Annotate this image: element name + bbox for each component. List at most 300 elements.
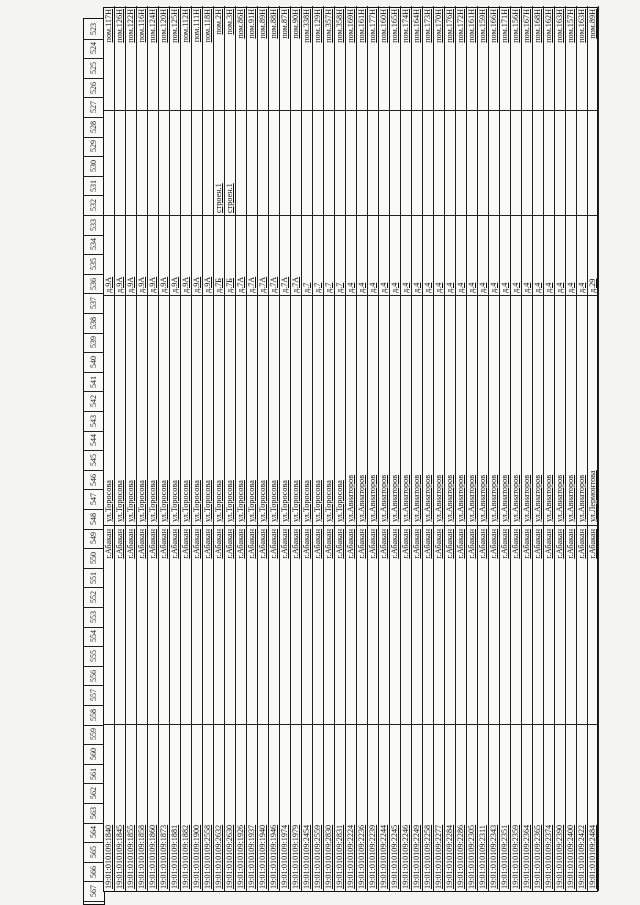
row-number: [84, 195, 104, 216]
room-cell: пом.160Н: [379, 9, 388, 43]
row-number: [84, 705, 104, 726]
room-cell: пом.357Н: [324, 9, 333, 43]
street-cell: ул.Торосова: [115, 295, 125, 525]
building-cell: [478, 110, 488, 215]
city-cell: г.Абакан: [170, 525, 180, 725]
cadastral-number-cell: 19:01:010109:1979: [291, 724, 301, 891]
cadastral-number-cell: 19:01:010109:2632: [214, 724, 224, 891]
house-cell: д.4: [467, 215, 477, 295]
house-cell: д.4: [390, 215, 400, 295]
cadastral-number-cell: 19:01:010109:2244: [379, 724, 389, 891]
city-cell: г.Абакан: [445, 525, 455, 725]
city-cell: г.Абакан: [126, 525, 136, 725]
row-number: [84, 274, 104, 295]
street-cell: ул.Авиаторов: [478, 295, 488, 525]
house-cell: д.9А: [115, 215, 125, 295]
cadastral-number-cell: 19:01:010109:2284: [445, 724, 455, 891]
building-cell: [511, 110, 521, 215]
room-cell: пом.120Н: [159, 9, 168, 43]
room-cell: пом.171Н: [500, 9, 509, 43]
row-number: [84, 627, 104, 648]
house-cell: д.7А: [269, 215, 279, 295]
building-cell: [192, 110, 202, 215]
building-cell: [456, 110, 466, 215]
room-cell: пом.176Н: [445, 9, 454, 43]
row-number-label: 525: [89, 61, 98, 74]
street-cell: ул.Торосова: [148, 295, 158, 525]
row-number-label: 532: [89, 199, 98, 212]
house-cell: д.9А: [159, 215, 169, 295]
row-number-label: 550: [89, 551, 98, 564]
house-cell: д.9А: [181, 215, 191, 295]
city-cell: г.Абакан: [236, 525, 246, 725]
cadastral-number-cell: 19:01:010109:2400: [566, 724, 576, 891]
table-row: [368, 6, 379, 891]
cadastral-number-cell: 19:01:010109:1881: [170, 724, 180, 891]
street-cell: ул.Торосова: [258, 295, 268, 525]
row-number-label: 523: [89, 22, 98, 35]
table-row: [555, 6, 566, 891]
room-cell: пом.124Н: [148, 9, 157, 43]
street-cell: ул.Авиаторов: [445, 295, 455, 525]
row-number: [84, 431, 104, 452]
row-number-label: 537: [89, 297, 98, 310]
room-cell: пом.338Н: [302, 9, 311, 43]
house-cell: д.9А: [104, 215, 114, 295]
cadastral-number-cell: 19:01:010109:2343: [489, 724, 499, 891]
row-number-label: 551: [89, 571, 98, 584]
room-cell: пом.170Н: [434, 9, 443, 43]
house-cell: д.4: [500, 215, 510, 295]
street-cell: ул.Авиаторов: [390, 295, 400, 525]
building-cell: [115, 110, 125, 215]
street-cell: ул.Авиаторов: [489, 295, 499, 525]
row-number: [84, 313, 104, 334]
row-number: [84, 685, 104, 706]
city-cell: г.Абакан: [412, 525, 422, 725]
house-cell: д.9А: [126, 215, 136, 295]
row-number: [84, 862, 104, 883]
house-cell: д.4: [368, 215, 378, 295]
building-cell: [500, 110, 510, 215]
room-cell: пом.164Н: [412, 9, 421, 43]
row-number-label: 524: [89, 42, 98, 55]
row-number-label: 566: [89, 865, 98, 878]
table-row: [456, 6, 467, 891]
house-cell: д.4: [555, 215, 565, 295]
row-number-label: 552: [89, 591, 98, 604]
room-cell: пом.173Н: [423, 9, 432, 43]
room-cell: пом.90Н: [291, 9, 300, 39]
row-number: [84, 489, 104, 510]
city-cell: г.Абакан: [159, 525, 169, 725]
room-cell: пом.125Н: [170, 9, 179, 43]
row-number-label: 542: [89, 395, 98, 408]
row-number: [84, 333, 104, 354]
table-row: [269, 6, 280, 891]
room-cell: пом.157Н: [566, 9, 575, 43]
row-number: [84, 803, 104, 824]
row-number: [84, 764, 104, 785]
room-cell: пом.163Н: [555, 9, 564, 43]
building-cell: [236, 110, 246, 215]
city-cell: г.Абакан: [335, 525, 345, 725]
table-row: [104, 6, 115, 891]
table-row: [159, 6, 170, 891]
row-number: [84, 509, 104, 530]
city-cell: г.Абакан: [368, 525, 378, 725]
table-row: [511, 6, 522, 891]
building-cell: [291, 110, 301, 215]
cadastral-number-cell: 19:01:010109:2484: [588, 724, 598, 891]
city-cell: г.Абакан: [456, 525, 466, 725]
row-number: [84, 254, 104, 275]
house-cell: д.7: [313, 215, 323, 295]
row-number: [84, 215, 104, 236]
city-cell: г.Абакан: [588, 525, 598, 725]
room-cell: пом.177Н: [368, 9, 377, 43]
street-cell: ул.Авиаторов: [533, 295, 543, 525]
city-cell: г.Абакан: [192, 525, 202, 725]
table-row: [280, 6, 291, 891]
city-cell: г.Абакан: [511, 525, 521, 725]
table-row: [247, 6, 258, 891]
city-cell: г.Абакан: [390, 525, 400, 725]
building-cell: [346, 110, 356, 215]
city-cell: г.Абакан: [214, 525, 224, 725]
street-cell: ул.Авиаторов: [467, 295, 477, 525]
city-cell: г.Абакан: [104, 525, 114, 725]
row-number-label: 553: [89, 610, 98, 623]
city-cell: г.Абакан: [137, 525, 147, 725]
row-number: [84, 411, 104, 432]
city-cell: г.Абакан: [203, 525, 213, 725]
room-cell: пом.89Н: [258, 9, 267, 39]
room-cell: пом.91Н: [247, 9, 256, 39]
city-cell: г.Абакан: [346, 525, 356, 725]
row-number-label: 558: [89, 708, 98, 721]
building-cell: строен.1: [214, 110, 224, 215]
building-cell: [126, 110, 136, 215]
house-cell: д.4: [489, 215, 499, 295]
room-cell: пом.168Н: [533, 9, 542, 43]
cadastral-number-cell: 19:01:010109:2236: [357, 724, 367, 891]
street-cell: ул.Лермонтова: [588, 295, 598, 525]
table-row: [533, 6, 544, 891]
city-cell: г.Абакан: [434, 525, 444, 725]
city-cell: г.Абакан: [522, 525, 532, 725]
room-cell: пом.169Н: [346, 9, 355, 43]
row-number: [84, 725, 104, 746]
building-cell: строен.1: [225, 110, 235, 215]
room-cell: пом.118Н: [203, 9, 212, 43]
city-cell: г.Абакан: [489, 525, 499, 725]
house-cell: д.4: [379, 215, 389, 295]
building-cell: [335, 110, 345, 215]
house-cell: д.4: [478, 215, 488, 295]
cadastral-number-cell: 19:01:010109:2422: [577, 724, 587, 891]
cadastral-number-cell: 19:01:010109:1974: [280, 724, 290, 891]
street-cell: ул.Торосова: [126, 295, 136, 525]
cadastral-number-cell: 19:01:010109:2245: [390, 724, 400, 891]
room-cell: пом.88Н: [269, 9, 278, 39]
city-cell: г.Абакан: [313, 525, 323, 725]
city-cell: г.Абакан: [302, 525, 312, 725]
building-cell: [269, 110, 279, 215]
table-row: [137, 6, 148, 891]
building-cell: [324, 110, 334, 215]
building-cell: [148, 110, 158, 215]
row-number: [84, 391, 104, 412]
building-cell: [258, 110, 268, 215]
table-row: [335, 6, 346, 891]
room-cell: пом.112Н: [181, 9, 190, 43]
table-wrapper: [103, 7, 603, 892]
cadastral-number-cell: 19:01:010109:1845: [115, 724, 125, 891]
row-number-label: 526: [89, 81, 98, 94]
table-row: [236, 6, 247, 891]
room-cell: пом.89Н: [588, 9, 597, 39]
street-cell: ул.Авиаторов: [401, 295, 411, 525]
row-number: [84, 235, 104, 256]
row-number-label: 546: [89, 473, 98, 486]
street-cell: ул.Торосова: [225, 295, 235, 525]
row-number-label: 544: [89, 434, 98, 447]
row-number: [84, 470, 104, 491]
room-cell: пом.86Н: [236, 9, 245, 39]
street-cell: ул.Торосова: [291, 295, 301, 525]
row-number: [84, 293, 104, 314]
table-row: [577, 6, 588, 891]
row-number: [84, 548, 104, 569]
cadastral-number-cell: 19:01:010109:1940: [258, 724, 268, 891]
row-number-label: 536: [89, 277, 98, 290]
row-number: [84, 137, 104, 158]
building-cell: [357, 110, 367, 215]
street-cell: ул.Торосова: [269, 295, 279, 525]
room-cell: пом.117Н: [104, 9, 113, 43]
room-cell: пом.165Н: [390, 9, 399, 43]
house-cell: д.4: [533, 215, 543, 295]
street-cell: ул.Авиаторов: [544, 295, 554, 525]
house-cell: д.4: [434, 215, 444, 295]
house-cell: д.4: [522, 215, 532, 295]
street-cell: ул.Торосова: [313, 295, 323, 525]
table-row: [258, 6, 269, 891]
row-number-label: 531: [89, 179, 98, 192]
city-cell: г.Абакан: [148, 525, 158, 725]
row-number: [84, 352, 104, 373]
building-cell: [137, 110, 147, 215]
street-cell: ул.Авиаторов: [379, 295, 389, 525]
row-number: [84, 176, 104, 197]
building-cell: [423, 110, 433, 215]
street-cell: ул.Авиаторов: [346, 295, 356, 525]
cadastral-number-cell: 19:01:010109:1946: [269, 724, 279, 891]
table-row: [115, 6, 126, 891]
building-cell: [159, 110, 169, 215]
building-cell: [467, 110, 477, 215]
cadastral-number-cell: 19:01:010109:2359: [511, 724, 521, 891]
table-row: [434, 6, 445, 891]
table-row: [489, 6, 500, 891]
row-number-label: 530: [89, 159, 98, 172]
city-cell: г.Абакан: [291, 525, 301, 725]
row-number: [84, 450, 104, 471]
table-row: [170, 6, 181, 891]
city-cell: г.Абакан: [324, 525, 334, 725]
building-cell: [368, 110, 378, 215]
building-cell: [412, 110, 422, 215]
building-cell: [544, 110, 554, 215]
row-number: [84, 97, 104, 118]
street-cell: ул.Авиаторов: [357, 295, 367, 525]
row-number-label: 527: [89, 101, 98, 114]
table-row: [500, 6, 511, 891]
building-cell: [390, 110, 400, 215]
building-cell: [401, 110, 411, 215]
table-row: [478, 6, 489, 891]
table-row: [192, 6, 203, 891]
house-cell: д.4: [544, 215, 554, 295]
city-cell: г.Абакан: [478, 525, 488, 725]
table-row: [302, 6, 313, 891]
building-cell: [566, 110, 576, 215]
room-cell: пом.161Н: [357, 9, 366, 43]
cadastral-number-cell: 19:01:010109:2364: [522, 724, 532, 891]
row-number-label: 535: [89, 257, 98, 270]
room-cell: пом.156Н: [511, 9, 520, 43]
house-cell: д.4: [412, 215, 422, 295]
city-cell: г.Абакан: [280, 525, 290, 725]
row-number: [84, 372, 104, 393]
building-cell: [247, 110, 257, 215]
row-number-label: 562: [89, 787, 98, 800]
cadastral-number-cell: 19:01:010109:1840: [104, 724, 114, 891]
house-cell: д.7А: [291, 215, 301, 295]
row-number-label: 545: [89, 453, 98, 466]
row-number-label: 540: [89, 355, 98, 368]
building-cell: [533, 110, 543, 215]
city-cell: г.Абакан: [181, 525, 191, 725]
table-row: [522, 6, 533, 891]
cadastral-number-cell: 19:01:010109:2374: [544, 724, 554, 891]
row-number: [84, 744, 104, 765]
cadastral-number-cell: 19:01:010109:2224: [346, 724, 356, 891]
building-cell: [588, 110, 598, 215]
row-number: [84, 783, 104, 804]
cadastral-number-cell: 19:01:010109:1855: [126, 724, 136, 891]
house-cell: д.7: [335, 215, 345, 295]
table-row: [544, 6, 555, 891]
row-number-label: 557: [89, 689, 98, 702]
city-cell: г.Абакан: [225, 525, 235, 725]
room-cell: пом.162Н: [544, 9, 553, 43]
house-cell: д.7: [302, 215, 312, 295]
street-cell: ул.Авиаторов: [555, 295, 565, 525]
street-cell: ул.Авиаторов: [566, 295, 576, 525]
row-number-label: 564: [89, 826, 98, 839]
row-number: [84, 842, 104, 863]
street-cell: ул.Торосова: [280, 295, 290, 525]
row-number-label: 547: [89, 493, 98, 506]
room-cell: пом.167Н: [522, 9, 531, 43]
street-cell: ул.Торосова: [236, 295, 246, 525]
city-cell: г.Абакан: [577, 525, 587, 725]
row-number: [84, 646, 104, 667]
room-cell: пом.172Н: [456, 9, 465, 43]
city-cell: г.Абакан: [258, 525, 268, 725]
cadastral-number-cell: 19:01:010109:2351: [500, 724, 510, 891]
row-number-label: 539: [89, 336, 98, 349]
building-cell: [302, 110, 312, 215]
table-row: [346, 6, 357, 891]
city-cell: г.Абакан: [555, 525, 565, 725]
building-cell: [379, 110, 389, 215]
table-row: [357, 6, 368, 891]
cadastral-number-cell: 19:01:010109:2239: [368, 724, 378, 891]
city-cell: г.Абакан: [500, 525, 510, 725]
street-cell: ул.Торосова: [247, 295, 257, 525]
city-cell: г.Абакан: [357, 525, 367, 725]
city-cell: г.Абакан: [269, 525, 279, 725]
house-cell: д.4: [423, 215, 433, 295]
row-number: [84, 823, 104, 844]
street-cell: ул.Торосова: [192, 295, 202, 525]
cadastral-number-cell: 19:01:010109:2831: [335, 724, 345, 891]
table-row: [390, 6, 401, 891]
house-cell: д.7Б: [214, 215, 224, 295]
city-cell: г.Абакан: [379, 525, 389, 725]
table-row: [324, 6, 335, 891]
cadastral-number-cell: 19:01:010109:2286: [456, 724, 466, 891]
street-cell: ул.Авиаторов: [511, 295, 521, 525]
cadastral-number-cell: 19:01:010109:2630: [225, 724, 235, 891]
table-row: [148, 6, 159, 891]
city-cell: г.Абакан: [401, 525, 411, 725]
city-cell: г.Абакан: [544, 525, 554, 725]
room-cell: пом.3Н: [225, 9, 234, 35]
street-cell: ул.Торосова: [302, 295, 312, 525]
building-cell: [280, 110, 290, 215]
street-cell: ул.Авиаторов: [368, 295, 378, 525]
row-number-label: 548: [89, 512, 98, 525]
cadastral-number-cell: 19:01:010109:1858: [137, 724, 147, 891]
cadastral-number-cell: 19:01:010109:2311: [478, 724, 488, 891]
row-number: [84, 117, 104, 138]
table-row: [214, 6, 225, 891]
row-number-label: 534: [89, 238, 98, 251]
room-cell: пом.129Н: [313, 9, 322, 43]
building-cell: [522, 110, 532, 215]
row-number: [84, 666, 104, 687]
city-cell: г.Абакан: [467, 525, 477, 725]
cadastral-number-cell: 19:01:010109:1926: [236, 724, 246, 891]
building-cell: [489, 110, 499, 215]
row-number: [84, 568, 104, 589]
row-number-label: 541: [89, 375, 98, 388]
row-number-label: 560: [89, 747, 98, 760]
room-cell: пом.2Н: [214, 9, 223, 35]
house-cell: д.9А: [203, 215, 213, 295]
cadastral-number-cell: 19:01:010109:2365: [533, 724, 543, 891]
table-row: [181, 6, 192, 891]
row-number: [84, 78, 104, 99]
table-row: [588, 6, 599, 891]
room-cell: пом.111Н: [192, 9, 201, 43]
row-number-label: 563: [89, 806, 98, 819]
row-number-label: 556: [89, 669, 98, 682]
